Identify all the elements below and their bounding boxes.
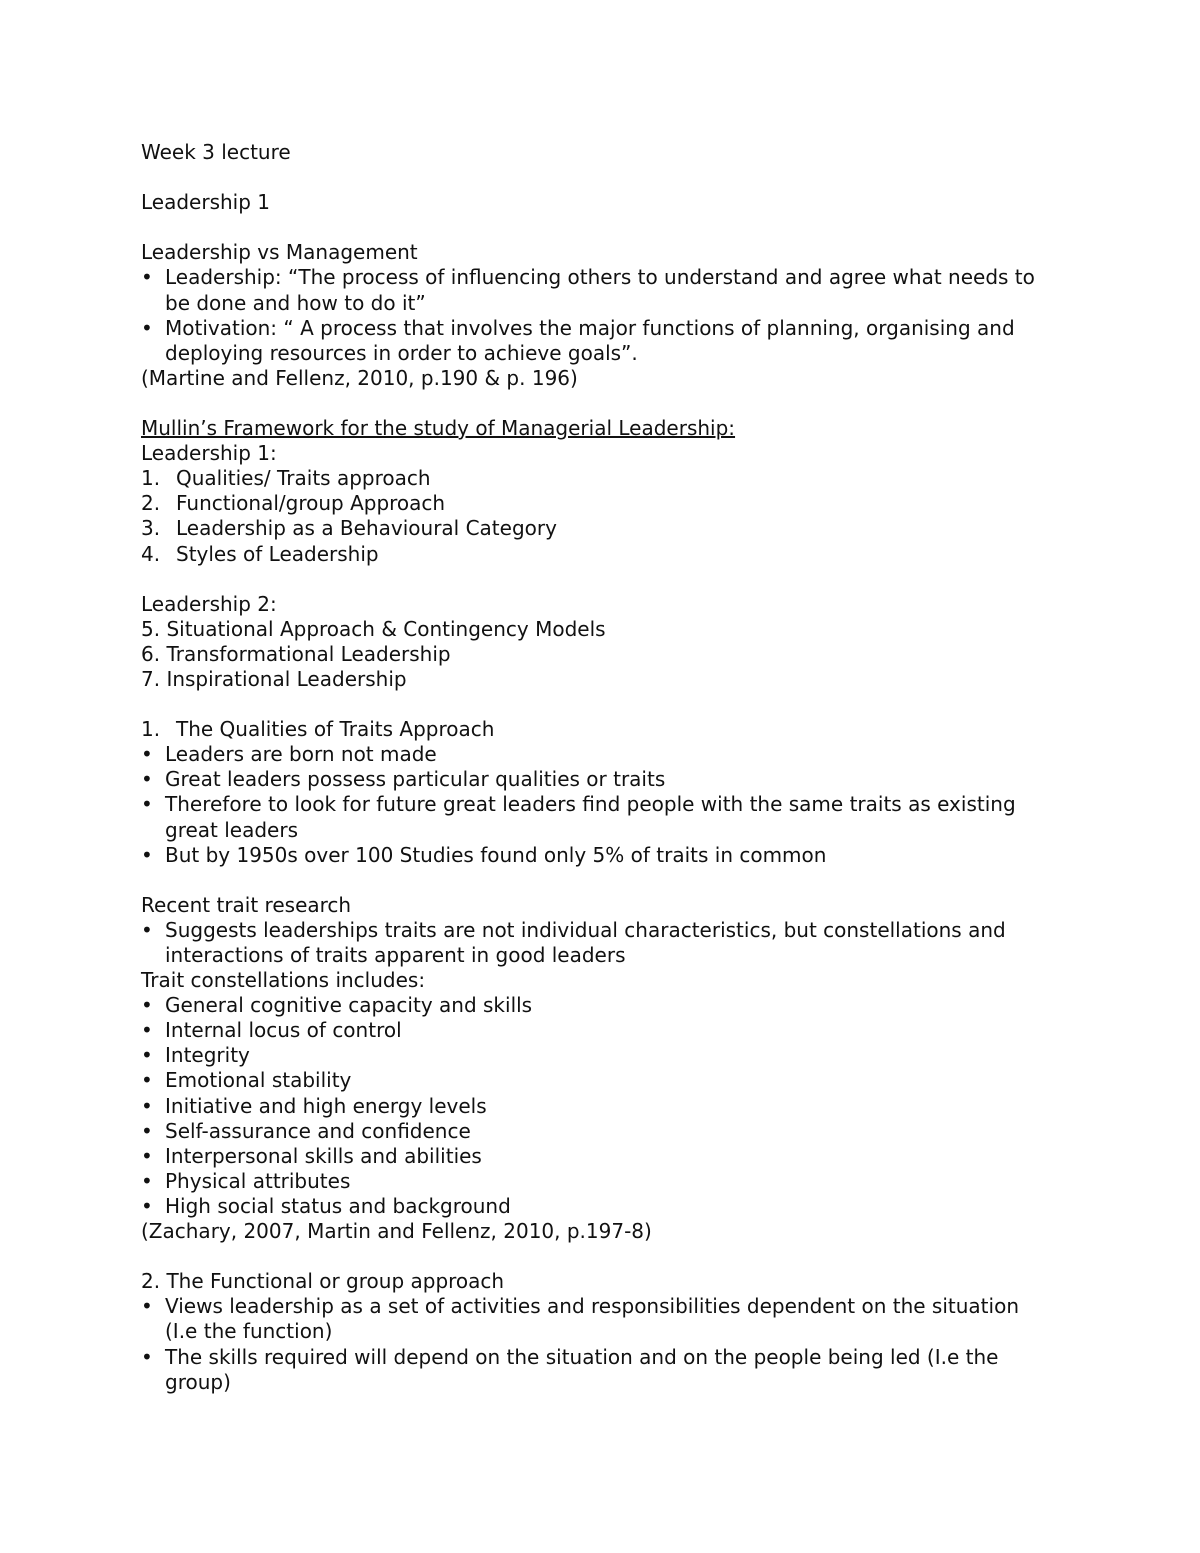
list-item bbox=[141, 1144, 1051, 1169]
bullet-text: Interpersonal skills and abilities bbox=[165, 1143, 482, 1168]
bullet-text: Motivation: “ A process that involves the major functions of planning, organising and deploying resources in order to achieve goals”. bbox=[165, 315, 1015, 365]
bullet-text: The skills required will depend on the situation and on the people being led (I.e the group) bbox=[165, 1344, 999, 1394]
list-item bbox=[141, 767, 1051, 792]
subheading-trait-constellations: Trait constellations includes: bbox=[141, 968, 426, 993]
subheading-leadership-1: Leadership 1: bbox=[141, 441, 277, 466]
list-item: 6. Transformational Leadership bbox=[141, 641, 451, 666]
bullet-text: Self-assurance and confidence bbox=[165, 1118, 471, 1143]
document-title: Week 3 lecture bbox=[141, 140, 291, 164]
list-item bbox=[141, 918, 1051, 968]
item-number: 3. bbox=[141, 516, 161, 541]
list-item bbox=[141, 316, 1051, 366]
bullet-marker: • bbox=[141, 1093, 153, 1118]
citation: (Martine and Fellenz, 2010, p.190 & p. 196) bbox=[141, 365, 578, 390]
bullet-marker: • bbox=[141, 1043, 153, 1068]
bullet-text: Leadership: “The process of influencing others to understand and agree what needs to be done and how to do it” bbox=[165, 265, 1035, 315]
citation: (Zachary, 2007, Martin and Fellenz, 2010, p.197-8) bbox=[141, 1219, 652, 1244]
heading-mullins-framework: Mullin’s Framework for the study of Managerial Leadership: bbox=[141, 416, 736, 441]
bullet-text: Leaders are born not made bbox=[165, 742, 437, 767]
list-item bbox=[141, 792, 1051, 842]
list-item bbox=[141, 1094, 1051, 1119]
bullet-marker: • bbox=[141, 1143, 153, 1168]
item-text: Styles of Leadership bbox=[176, 541, 379, 566]
heading-traits-approach bbox=[141, 717, 1051, 742]
bullet-marker: • bbox=[141, 1068, 153, 1093]
bullet-marker: • bbox=[141, 993, 153, 1018]
bullet-marker: • bbox=[141, 917, 153, 942]
bullet-marker: • bbox=[141, 792, 153, 817]
subheading-leadership-2: Leadership 2: bbox=[141, 591, 277, 616]
bullet-marker: • bbox=[141, 1294, 153, 1319]
item-number: 2. bbox=[141, 491, 161, 516]
list-item: 7. Inspirational Leadership bbox=[141, 666, 407, 691]
section-title-leadership-1: Leadership 1 bbox=[141, 190, 271, 215]
bullet-text: Great leaders possess particular qualities or traits bbox=[165, 767, 666, 792]
list-item: 5. Situational Approach & Contingency Models bbox=[141, 616, 606, 641]
bullet-marker: • bbox=[141, 1344, 153, 1369]
heading-leadership-vs-management: Leadership vs Management bbox=[141, 240, 418, 265]
bullet-text: Internal locus of control bbox=[165, 1018, 402, 1043]
bullet-text: But by 1950s over 100 Studies found only 5% of traits in common bbox=[165, 842, 827, 867]
list-item bbox=[141, 843, 1051, 868]
list-item bbox=[141, 742, 1051, 767]
bullet-text: General cognitive capacity and skills bbox=[165, 993, 533, 1018]
list-item bbox=[141, 1043, 1051, 1068]
list-item bbox=[141, 1068, 1051, 1093]
bullet-text: Emotional stability bbox=[165, 1068, 352, 1093]
bullet-marker: • bbox=[141, 265, 153, 290]
bullet-text: High social status and background bbox=[165, 1193, 511, 1218]
bullet-text: Initiative and high energy levels bbox=[165, 1093, 487, 1118]
bullet-marker: • bbox=[141, 1118, 153, 1143]
bullet-text: Suggests leaderships traits are not individual characteristics, but constellations and interactions of traits apparent in good leaders bbox=[165, 917, 1006, 967]
bullet-marker: • bbox=[141, 1193, 153, 1218]
list-item bbox=[141, 1169, 1051, 1194]
bullet-text: Physical attributes bbox=[165, 1168, 351, 1193]
numbered-item bbox=[141, 516, 1051, 541]
bullet-text: Therefore to look for future great leaders find people with the same traits as existing great leaders bbox=[165, 792, 1016, 842]
list-item bbox=[141, 993, 1051, 1018]
bullet-marker: • bbox=[141, 767, 153, 792]
bullet-marker: • bbox=[141, 742, 153, 767]
numbered-item bbox=[141, 466, 1051, 491]
item-number: 1. bbox=[141, 466, 161, 491]
bullet-text: Integrity bbox=[165, 1043, 250, 1068]
heading-recent-trait-research: Recent trait research bbox=[141, 892, 352, 917]
item-text: Qualities/ Traits approach bbox=[176, 466, 431, 491]
item-text: Leadership as a Behavioural Category bbox=[176, 516, 557, 541]
document-page bbox=[141, 140, 1051, 1395]
list-item bbox=[141, 1345, 1051, 1395]
list-item bbox=[141, 1119, 1051, 1144]
numbered-item bbox=[141, 491, 1051, 516]
bullet-marker: • bbox=[141, 842, 153, 867]
numbered-item bbox=[141, 542, 1051, 567]
item-number: 4. bbox=[141, 541, 161, 566]
bullet-marker: • bbox=[141, 315, 153, 340]
bullet-marker: • bbox=[141, 1018, 153, 1043]
item-number: 1. bbox=[141, 717, 161, 742]
list-item bbox=[141, 265, 1051, 315]
list-item bbox=[141, 1294, 1051, 1344]
bullet-marker: • bbox=[141, 1168, 153, 1193]
heading-functional-approach: 2. The Functional or group approach bbox=[141, 1269, 505, 1294]
list-item bbox=[141, 1194, 1051, 1219]
list-item bbox=[141, 1018, 1051, 1043]
item-text: The Qualities of Traits Approach bbox=[176, 717, 495, 742]
bullet-text: Views leadership as a set of activities and responsibilities dependent on the situation (I.e the function) bbox=[165, 1294, 1019, 1344]
item-text: Functional/group Approach bbox=[176, 491, 446, 516]
